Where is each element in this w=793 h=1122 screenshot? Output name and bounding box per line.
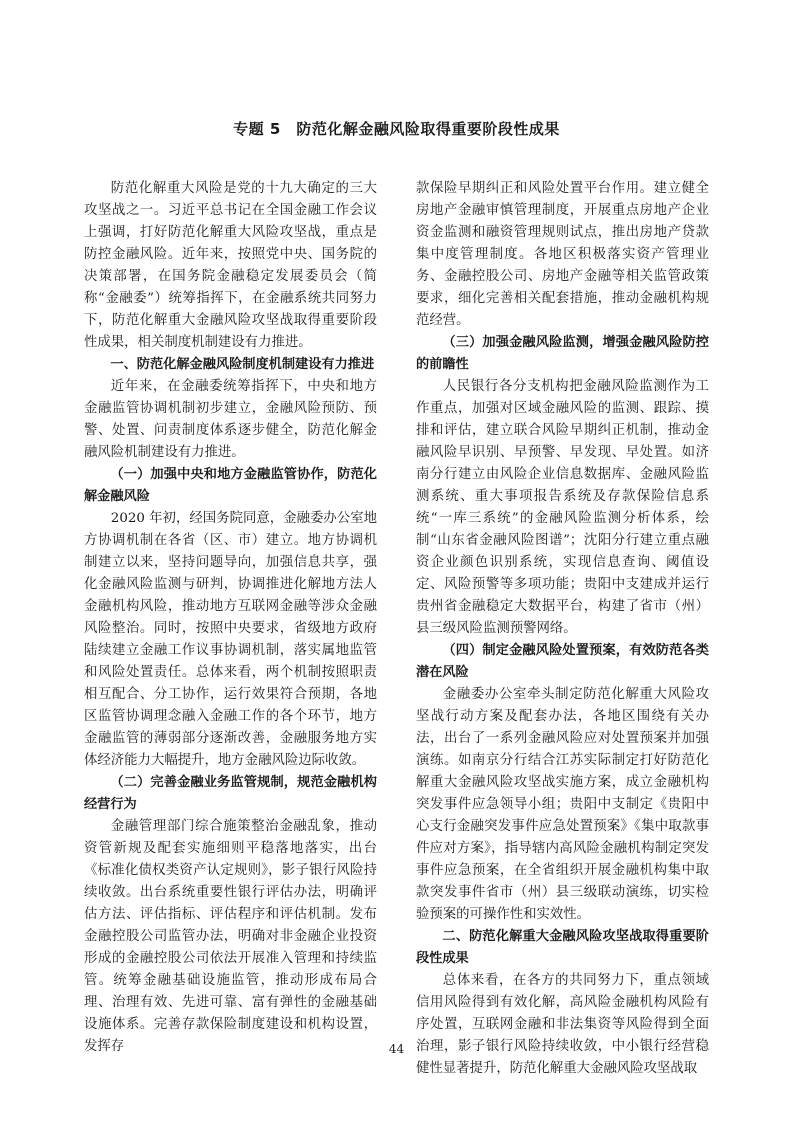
right-column xyxy=(416,178,709,1080)
subsection-heading: （四）制定金融风险处置预案，有效防范各类潜在风险 xyxy=(416,643,709,680)
section-heading: 一、防范化解金融风险制度机制建设有力推进 xyxy=(110,357,375,372)
subsection-heading: （二）完善金融业务监管规制，规范金融机构经营行为 xyxy=(84,775,377,812)
paragraph: 总体来看，在各方的共同努力下，重点领域信用风险得到有效化解，高风险金融机构风险有序处置，互联网金融和非法集资等风险得到全面治理，影子银行风险持续收敛，中小银行经营稳健性显著提升，防范化解重大金融风险攻坚战取 xyxy=(416,973,709,1076)
paragraph: 金融委办公室牵头制定防范化解重大风险攻坚战行动方案及配套办法，各地区围绕有关办法，出台了一系列金融风险应对处置预案并加强演练。如南京分行结合江苏实际制定打好防范化解重大金融风险攻坚战实施方案，成立金融机构突发事件应急领导小组；贵阳中支制定《贵阳中心支行金融突发事件应急处置预案》《集中取款事件应对方案》，指导辖内高风险金融机构制定突发事件应急预案，在全省组织开展金融机构集中取款突发事件省市（州）县三级联动演练，切实检验预案的可操作性和实效性。 xyxy=(416,687,709,922)
paragraph: 金融管理部门综合施策整治金融乱象，推动资管新规及配套实施细则平稳落地落实，出台《标准化债权类资产认定规则》，影子银行风险持续收敛。出台系统重要性银行评估办法，明确评估方法、评估指标、评估程序和评估机制。发布金融控股公司监管办法，明确对非金融企业投资形成的金融控股公司依法开展准入管理和持续监管。统筹金融基础设施监管，推动形成布局合理、治理有效、先进可靠、富有弹性的金融基础设施体系。完善存款保险制度建设和机构设置，发挥存 xyxy=(84,819,377,1054)
subsection-heading: （三）加强金融风险监测，增强金融风险防控的前瞻性 xyxy=(416,335,709,372)
paragraph: 人民银行各分支机构把金融风险监测作为工作重点，加强对区域金融风险的监测、跟踪、摸排和评估，建立联合风险早期纠正机制，推动金融风险早识别、早预警、早发现、早处置。如济南分行建立由风险企业信息数据库、金融风险监测系统、重大事项报告系统及存款保险信息系统“一库三系统”的金融风险监测分析体系，绘制“山东省金融风险图谱”；沈阳分行建立重点融资企业颜色识别系统，实现信息查询、阈值设定、风险预警等多项功能；贵阳中支建成并运行贵州省金融稳定大数据平台，构建了省市（州）县三级风险监测预警网络。 xyxy=(416,379,709,636)
section-heading: 二、防范化解重大金融风险攻坚战取得重要阶段性成果 xyxy=(416,929,709,966)
page-number: 44 xyxy=(388,1042,405,1056)
page-title: 专题 5 防范化解金融风险取得重要阶段性成果 xyxy=(233,120,560,138)
left-column xyxy=(84,178,377,1058)
paragraph: 防范化解重大风险是党的十九大确定的三大攻坚战之一。习近平总书记在全国金融工作会议上强调，打好防范化解重大风险攻坚战，重点是防控金融风险。近年来，按照党中央、国务院的决策部署，在国务院金融稳定发展委员会（简称“金融委”）统筹指挥下，在金融系统共同努力下，防范化解重大金融风险攻坚战取得重要阶段性成果，相关制度机制建设有力推进。 xyxy=(84,181,377,350)
paragraph: 近年来，在金融委统筹指挥下，中央和地方金融监管协调机制初步建立，金融风险预防、预警、处置、问责制度体系逐步健全，防范化解金融风险机制建设有力推进。 xyxy=(84,379,377,460)
paragraph: 2020 年初，经国务院同意，金融委办公室地方协调机制在各省（区、市）建立。地方协调机制建立以来，坚持问题导向，加强信息共享，强化金融风险监测与研判，协调推进化解地方法人金融机构风险，推动地方互联网金融等涉众金融风险整治。同时，按照中央要求，省级地方政府陆续建立金融工作议事协调机制，落实属地监管和风险处置责任。总体来看，两个机制按照职责相互配合、分工协作，运行效果符合预期，各地区监管协调理念融入金融工作的各个环节，地方金融监管的薄弱部分逐渐改善，金融服务地方实体经济能力大幅提升，地方金融风险边际收敛。 xyxy=(84,511,377,768)
subsection-heading: （一）加强中央和地方金融监管协作，防范化解金融风险 xyxy=(84,467,377,504)
paragraph-continued: 款保险早期纠正和风险处置平台作用。建立健全房地产金融审慎管理制度，开展重点房地产企业资金监测和融资管理规则试点，推出房地产贷款集中度管理制度。各地区积极落实资产管理业务、金融控股公司、房地产金融等相关监管政策要求，细化完善相关配套措施，推动金融机构规范经营。 xyxy=(416,181,709,328)
